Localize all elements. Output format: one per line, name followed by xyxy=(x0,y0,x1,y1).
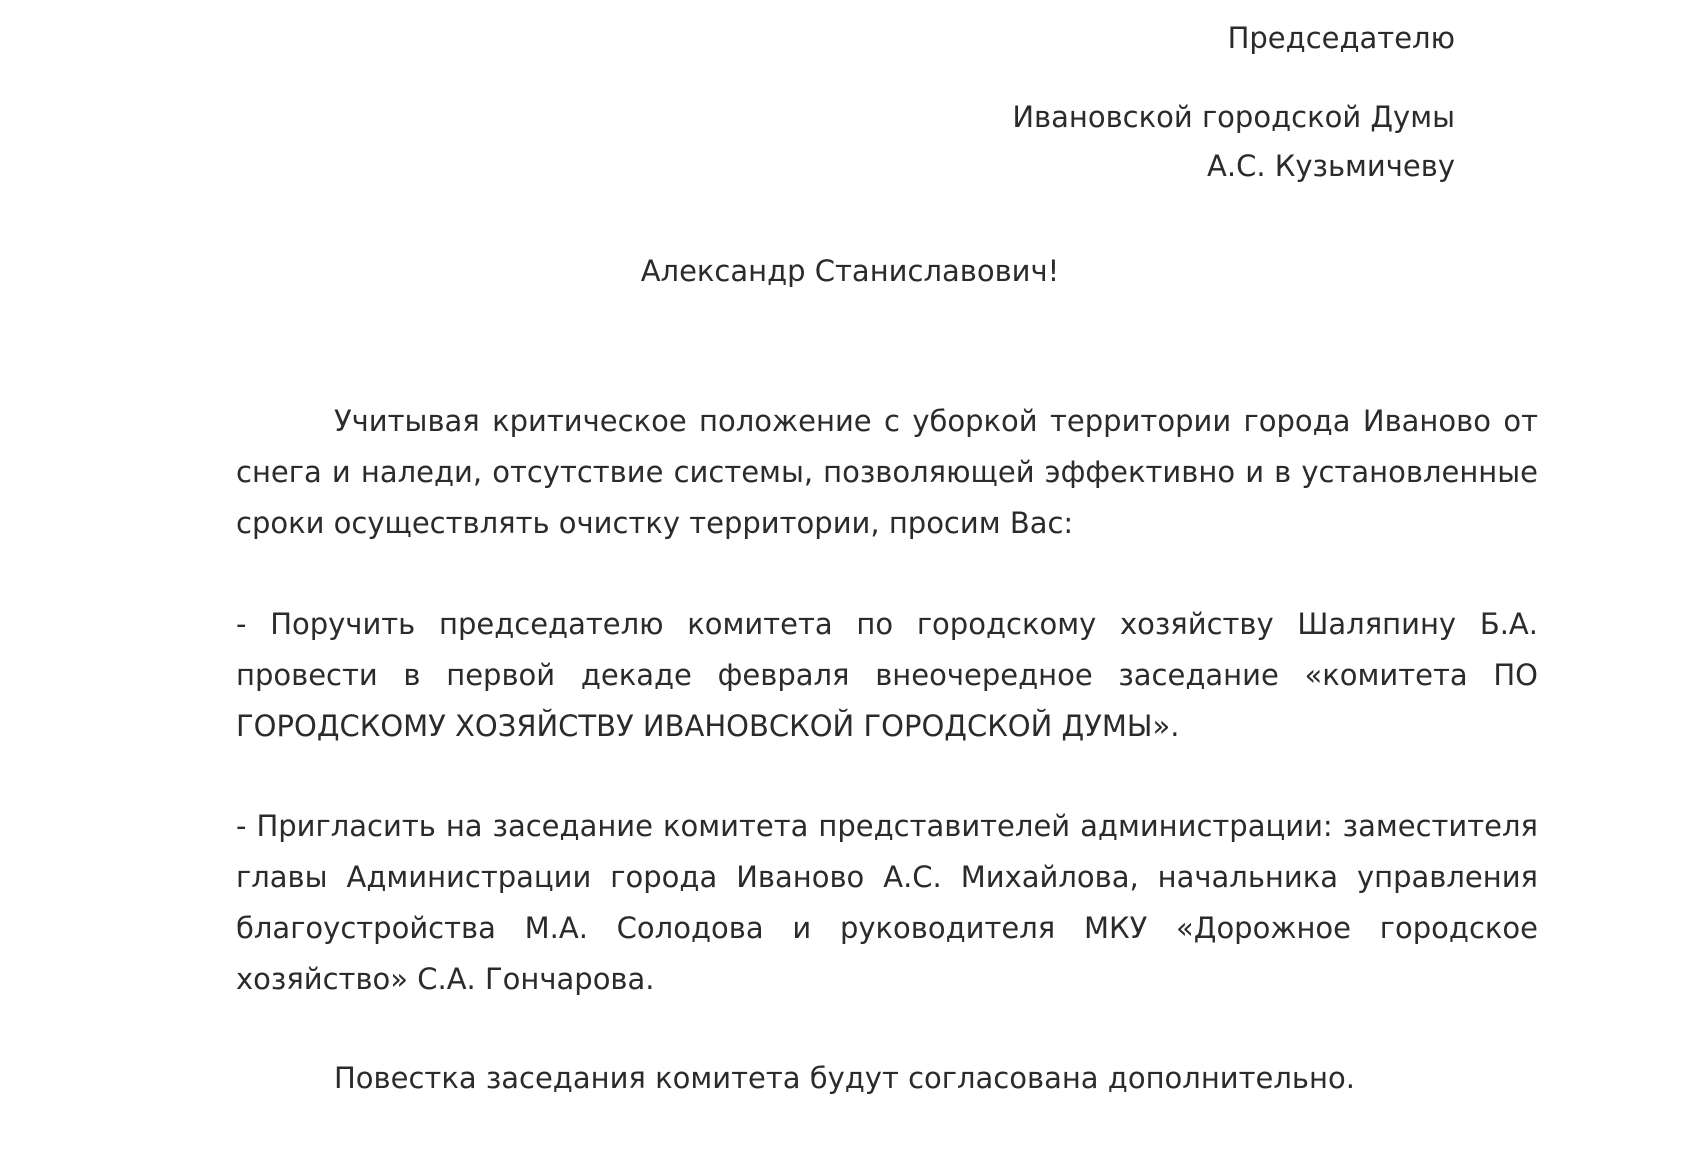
addressee-title: Председателю xyxy=(1227,21,1455,55)
intro-paragraph: Учитывая критическое положение с уборкой территории города Иваново от снега и наледи, отсутствие системы, позволяющей эффективно и в установленные сроки осуществлять очистку территории, просим Вас: xyxy=(236,404,1538,540)
request-item-2: - Пригласить на заседание комитета представителей администрации: заместителя главы Администрации города Иваново А.С. Михайлова, начальника управления благоустройства М.А. Солодова и руководителя МКУ «Дорожное городское хозяйство» С.А. Гончарова. xyxy=(236,809,1538,996)
addressee-name: А.С. Кузьмичеву xyxy=(1207,149,1455,183)
greeting: Александр Станиславович! xyxy=(640,254,1060,288)
request-item-1: - Поручить председателю комитета по городскому хозяйству Шаляпину Б.А. провести в первой декаде февраля внеочередное заседание «комитета ПО ГОРОДСКОМУ ХОЗЯЙСТВУ ИВАНОВСКОЙ ГОРОДСКОЙ ДУМЫ». xyxy=(236,607,1538,743)
addressee-organization: Ивановской городской Думы xyxy=(1012,100,1455,134)
closing-note: Повестка заседания комитета будут согласована дополнительно. xyxy=(334,1061,1355,1095)
